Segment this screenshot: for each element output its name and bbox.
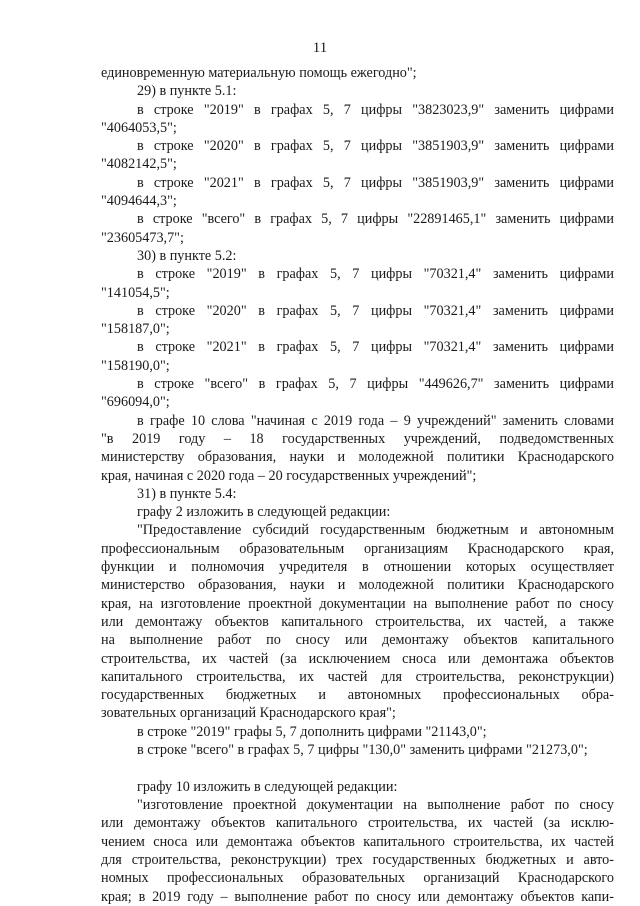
text-line: края, на изготовление проектной документации на выполнение работ по сносу <box>101 595 614 612</box>
text-line: "4094644,3"; <box>101 193 177 210</box>
text-line: в строке "всего" в графах 5, 7 цифры "130,0" заменить цифрами "21273,0"; <box>137 741 588 758</box>
text-line: "158187,0"; <box>101 321 170 338</box>
text-line: края; в 2019 году – выполнение работ по сносу или демонтажу объектов капи- <box>101 888 614 905</box>
text-line: "141054,5"; <box>101 284 170 301</box>
text-line: или демонтажу объектов капитального строительства, их частей (за исклю- <box>101 815 614 832</box>
text-line: "4082142,5"; <box>101 156 177 173</box>
text-line: государственных бюджетных и автономных профессиональных обра- <box>101 687 614 704</box>
text-line: в строке "всего" в графах 5, 7 цифры "22891465,1" заменить цифрами <box>137 211 614 228</box>
text-line: "696094,0"; <box>101 394 170 411</box>
text-line: номных профессиональных образовательных организаций Краснодарского <box>101 870 614 887</box>
text-line: "Предоставление субсидий государственным бюджетным и автономным <box>137 522 614 539</box>
text-line: министерству образования, науки и молодежной политики Краснодарского <box>101 449 614 466</box>
text-line: профессиональным образовательным организациям Краснодарского края, <box>101 540 614 557</box>
text-line: в строке "2020" в графах 5, 7 цифры "70321,4" заменить цифрами <box>137 302 614 319</box>
text-line: 30) в пункте 5.2: <box>137 247 237 264</box>
text-line: "в 2019 году – 18 государственных учреждений, подведомственных <box>101 430 614 447</box>
text-line: капитального строительства, их частей для строительства, реконструкции) <box>101 668 614 685</box>
text-line: в строке "всего" в графах 5, 7 цифры "449626,7" заменить цифрами <box>137 376 614 393</box>
text-line: графу 10 изложить в следующей редакции: <box>137 778 398 795</box>
text-line: министерство образования, науки и молодежной политики Краснодарского <box>101 577 614 594</box>
text-line: на выполнение работ по сносу или демонтажу объектов капитального <box>101 632 614 649</box>
text-line: в строке "2021" в графах 5, 7 цифры "70321,4" заменить цифрами <box>137 339 614 356</box>
text-line: строительства, их частей (за исключением сноса или демонтажа объектов <box>101 650 614 667</box>
text-line: функции и полномочия учредителя в отношении которых осуществляет <box>101 559 614 576</box>
text-line: "158190,0"; <box>101 357 170 374</box>
text-line: "4064053,5"; <box>101 119 177 136</box>
text-line: в строке "2019" в графах 5, 7 цифры "70321,4" заменить цифрами <box>137 266 614 283</box>
text-line: в графе 10 слова "начиная с 2019 года – 9 учреждений" заменить словами <box>137 412 614 429</box>
text-line: 31) в пункте 5.4: <box>137 485 237 502</box>
text-line: единовременную материальную помощь ежегодно"; <box>101 65 417 81</box>
text-line: края, начиная с 2020 года – 20 государственных учреждений"; <box>101 467 477 484</box>
text-line: "23605473,7"; <box>101 229 184 246</box>
text-line: в строке "2020" в графах 5, 7 цифры "3851903,9" заменить цифрами <box>137 138 614 155</box>
text-line: для строительства, реконструкции) трех государственных бюджетных и авто- <box>101 851 614 868</box>
text-line: "изготовление проектной документации на выполнение работ по сносу <box>137 797 614 814</box>
text-line: в строке "2019" графы 5, 7 дополнить цифрами "21143,0"; <box>137 723 487 740</box>
text-line: чением сноса или демонтажа объектов капитального строительства, их частей <box>101 833 614 850</box>
text-line: 29) в пункте 5.1: <box>137 83 237 100</box>
text-line: или демонтажу объектов капитального строительства, их частей, а также <box>101 613 614 630</box>
text-line: зовательных организаций Краснодарского края"; <box>101 705 396 722</box>
text-line: графу 2 изложить в следующей редакции: <box>137 504 391 521</box>
page-number: 11 <box>312 40 328 56</box>
document-body <box>101 64 614 906</box>
text-line: в строке "2019" в графах 5, 7 цифры "3823023,9" заменить цифрами <box>137 101 614 118</box>
text-line: в строке "2021" в графах 5, 7 цифры "3851903,9" заменить цифрами <box>137 174 614 191</box>
